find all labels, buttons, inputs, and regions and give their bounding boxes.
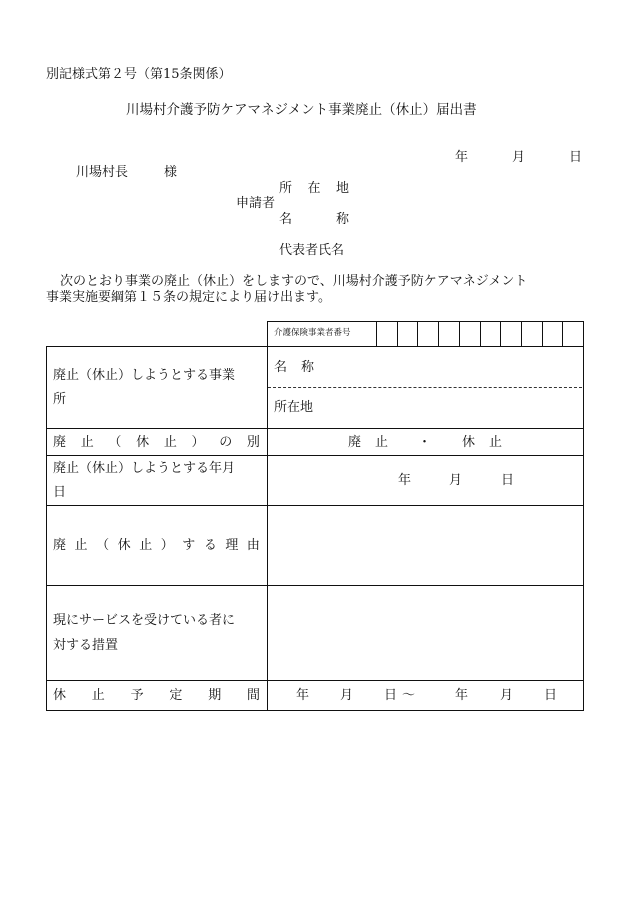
number-box	[542, 321, 563, 346]
body-text-line2: 事業実施要綱第１５条の規定により届け出ます。	[46, 290, 331, 305]
date-month-label: 月	[449, 473, 463, 488]
applicant-representative-label: 代表者氏名	[279, 243, 345, 258]
date-label-line2: 日	[53, 485, 67, 500]
addressee-honorific: 様	[164, 165, 178, 180]
facility-name-label: 名 称	[274, 360, 314, 375]
facility-label-line1: 廃止（休止）しようとする事業	[53, 368, 236, 383]
date-year: 年	[455, 150, 469, 165]
form-code: 別記様式第２号（第15条関係）	[46, 67, 232, 82]
facility-label-line2: 所	[53, 392, 67, 407]
number-box	[480, 321, 501, 346]
period-end-year: 年	[455, 688, 469, 703]
number-box	[459, 321, 480, 346]
measures-label-line1: 現にサービスを受けている者に	[53, 613, 236, 628]
date-label-line1: 廃止（休止）しようとする年月	[53, 461, 236, 476]
number-box	[417, 321, 438, 346]
date-year-label: 年	[398, 473, 412, 488]
number-box	[562, 321, 583, 346]
date-day-label: 日	[501, 473, 515, 488]
insurer-number-boxes	[376, 321, 583, 346]
period-start-day: 日	[384, 688, 398, 703]
type-suspend: 休 止	[462, 435, 502, 450]
reason-label: 廃 止 （ 休 止 ） す る 理 由	[53, 538, 260, 553]
measures-label-line2: 対する措置	[53, 638, 119, 653]
insurer-number-label: 介護保険事業者番号	[274, 328, 351, 338]
applicant-name-label: 名 称	[279, 212, 349, 227]
type-label: 廃 止 （ 休 止 ） の 別	[53, 435, 260, 450]
period-end-month: 月	[500, 688, 514, 703]
period-end-day: 日	[544, 688, 558, 703]
period-start-year: 年	[296, 688, 310, 703]
number-box	[500, 321, 521, 346]
number-box	[397, 321, 418, 346]
number-box	[438, 321, 459, 346]
number-box	[376, 321, 397, 346]
applicant-label: 申請者	[236, 196, 276, 211]
addressee: 川場村長	[76, 165, 129, 180]
date-day: 日	[569, 150, 583, 165]
period-label: 休 止 予 定 期 間	[53, 688, 260, 703]
document-title: 川場村介護予防ケアマネジメント事業廃止（休止）届出書	[126, 102, 477, 118]
period-tilde: 〜	[402, 688, 416, 703]
date-month: 月	[512, 150, 526, 165]
period-start-month: 月	[340, 688, 354, 703]
type-abolish: 廃 止	[348, 435, 388, 450]
body-text-line1: 次のとおり事業の廃止（休止）をしますので、川場村介護予防ケアマネジメント	[60, 274, 528, 289]
number-box	[521, 321, 542, 346]
applicant-address-label: 所 在 地	[279, 181, 349, 196]
type-separator-dot: ・	[418, 435, 432, 450]
facility-address-label: 所在地	[274, 400, 314, 415]
